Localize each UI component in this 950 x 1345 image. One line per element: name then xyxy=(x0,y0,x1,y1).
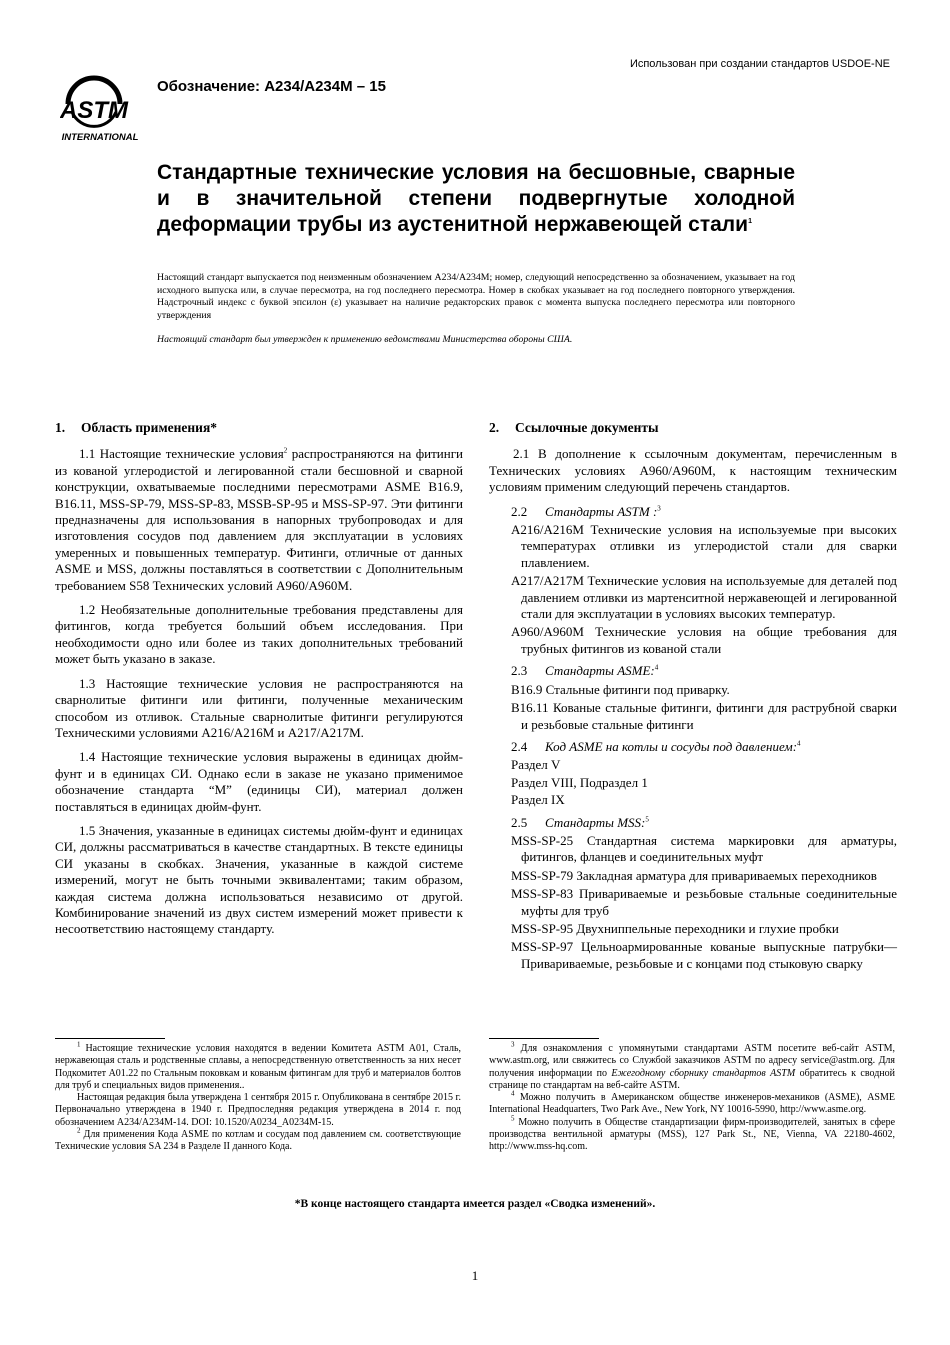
summary-of-changes-note: *В конце настоящего стандарта имеется раздел «Сводка изменений». xyxy=(294,1198,656,1210)
reference-item: B16.9 Стальные фитинги под приварку. xyxy=(511,681,730,697)
footnote-text: Для применения Кода ASME по котлам и сосудам под давлением см. соответствующие Технические условия SA 234 в Разделе II данного Кода. xyxy=(55,1129,462,1153)
subsection-number: 2.4 xyxy=(511,738,528,754)
subsection-boiler-code xyxy=(511,739,897,755)
section-number: 2. xyxy=(489,420,500,435)
approval-note: Настоящий стандарт был утвержден к применению ведомствами Министерства обороны США. xyxy=(157,334,573,345)
footnote-1-continued: Настоящая редакция была утверждена 1 сентября 2015 г. Опубликована в сентябре 2015 г. Первоначально утверждена в 1940 г. Предпоследняя редакция утверждена в 2014 г. под обозначением A234/A234M-14. DOI: 10.1520/A0234_A0234M-15. xyxy=(55,1092,461,1128)
section-1-heading xyxy=(55,420,463,436)
footnote-2 xyxy=(55,1126,462,1154)
paragraph-2-1: 2.1 В дополнение к ссылочным документам, перечисленным в Технических условиях A960/A960M, к настоящим техническим условиям применим следующий перечень стандартов. xyxy=(489,446,897,495)
intro-paragraph: Настоящий стандарт выпускается под неизменным обозначением A234/A234M; номер, следующий непосредственно за обозначением, указывает на год исходного выпуска или, в случае пересмотра, на год последнего пересмотра. Номер в скобках указывает на год последнего повторного утверждения. Надстрочный индекс с буквой эпсилон (ε) указывает на наличие редакторских правок с момента выпуска последнего пересмотра или повторного утверждения xyxy=(157,272,795,322)
footnote-number: 2 xyxy=(77,1126,81,1135)
footnote-number: 3 xyxy=(511,1040,515,1049)
reference-item: A960/A960M Технические условия на общие требования для трубных фитингов из кованой стали xyxy=(511,624,897,656)
paragraph-text: распространяются на фитинги из кованой углеродистой и легированной стали бесшовной и сварной конструкции, охватываемые последними пересмотрами ASME B16.9, B16.11, MSS-SP-79, MSS-SP-83, MSSB-SP-95 и MSS-SP-97. Эти фитинги предназначены для использования в напорных трубопроводах и для изготовления сосудов под давлением для эксплуатации в условиях умеренных и повышенных температур. Фитинги, отличные от данных ASME и MSS, должны поставляться в соответствии с Дополнительным требованием S58 Технических условий A960/A960M. xyxy=(55,446,463,593)
paragraph-1-1 xyxy=(55,446,463,594)
subsection-label: Стандарты ASME: xyxy=(545,663,655,679)
reference-item: A216/A216M Технические условия на используемые при высоких температурах отливки из углеродистой стали для сварки плавлением. xyxy=(511,522,897,570)
footnote-ref: 4 xyxy=(797,739,801,748)
reference-item: MSS-SP-95 Двухниппельные переходники и глухие пробки xyxy=(511,920,839,936)
paragraph-1-3: 1.3 Настоящие технические условия не распространяются на сварнолитые фитинги или фитинги, полученные механическим способом из отливок. Стальные сварнолитые фитинги регулируются Техническими условиями A216/A216M и A217/A217M. xyxy=(55,675,463,740)
designation: Обозначение: A234/A234M – 15 xyxy=(157,78,386,95)
reference-item: MSS-SP-25 Стандартная система маркировки для арматуры, фитингов, фланцев и соединительных муфт xyxy=(511,832,897,865)
subsection-mss xyxy=(511,815,897,831)
reference-item: MSS-SP-97 Цельноармированные кованые выпускные патрубки—Привариваемые, резьбовые и с концами под стыковую сварку xyxy=(511,939,897,971)
title-footnote-ref: 1 xyxy=(748,218,752,225)
right-column xyxy=(489,420,897,974)
footnote-5 xyxy=(489,1114,896,1154)
section-title: Область применения* xyxy=(81,420,218,435)
reference-item: MSS-SP-83 Привариваемые и резьбовые стальные соединительные муфты для труб xyxy=(511,886,897,918)
footnote-text: Для ознакомления с упомянутыми стандартами ASTM посетите веб-сайт ASTM, www.astm.org, или свяжитесь со Службой заказчиков ASTM по адресу service@astm.org. Для получения информации по xyxy=(489,1043,896,1079)
footnotes-right xyxy=(489,1040,896,1154)
footnote-text: Настоящие технические условия находятся в ведении Комитета ASTM A01, Сталь, нержавеющая сталь и родственные сплавы, а непосредственную ответственность за них несет Подкомитет A01.22 по Стальным поковкам и кованым фитингам для труб и материалов болтов для труб и специальных видов применения.. xyxy=(55,1043,462,1091)
reference-item: Раздел VIII, Подраздел 1 xyxy=(511,774,648,790)
footnote-divider xyxy=(489,1038,599,1039)
section-title: Ссылочные документы xyxy=(515,420,659,435)
subsection-label: Стандарты MSS: xyxy=(545,814,646,830)
footnote-1 xyxy=(55,1040,462,1092)
footnote-text: Можно получить в Обществе стандартизации фирм-производителей, занятых в сфере производства вентильной арматуры (MSS), 127 Park St., NE, Vienna, VA 22180-4602, http://www.mss-hq.com. xyxy=(489,1116,896,1153)
subsection-astm xyxy=(511,504,897,520)
reference-item: A217/A217M Технические условия на используемые для деталей под давлением отливки из мартенситной нержавеющей и легированной стали для эксплуатации в условиях высоких температур. xyxy=(511,573,897,622)
reference-item: MSS-SP-79 Закладная арматура для привариваемых переходников xyxy=(511,867,877,883)
page-number: 1 xyxy=(471,1268,479,1283)
footnote-number: 1 xyxy=(77,1040,81,1049)
paragraph-1-4: 1.4 Настоящие технические условия выражены в единицах дюйм-фунт и в единицах СИ. Однако если в заказе не указано применимое обозначение стандарта “M” (единицы СИ), материал должен поставляться в единицах дюйм-фунт. xyxy=(55,749,463,814)
section-number: 1. xyxy=(55,420,66,435)
subsection-number: 2.2 xyxy=(511,503,528,519)
usage-note: Использован при создании стандартов USDOE-NE xyxy=(629,58,890,70)
footnote-ref: 4 xyxy=(654,663,659,672)
astm-logo xyxy=(60,72,144,144)
paragraph-1-5: 1.5 Значения, указанные в единицах системы дюйм-фунт и единицах СИ, должны рассматриваться в качестве стандартных. В тексте единицы СИ указаны в скобках. Значения, указанные в каждой системе измерений, могут не быть точными эквивалентами; таким образом, каждая система должна использоваться независимо от другой. Комбинирование значений из двух систем измерений может привести к несоответствию настоящему стандарту. xyxy=(55,822,463,937)
footnote-3 xyxy=(489,1040,896,1092)
footnote-4 xyxy=(489,1089,895,1117)
reference-item: Раздел IX xyxy=(511,792,565,808)
footnotes-left xyxy=(55,1040,462,1154)
subsection-number: 2.5 xyxy=(511,814,528,830)
astm-logo-graphic xyxy=(60,72,144,144)
footnote-italic-text: Ежегодному сборнику стандартов ASTM xyxy=(611,1067,796,1079)
footnote-text: обратитесь к сводной странице по стандартам на веб-сайте ASTM. xyxy=(489,1067,895,1091)
paragraph-1-2: 1.2 Необязательные дополнительные требования представлены для фитингов, когда требуется больший объем исследования. При необходимости одно или более из таких дополнительных требований может быть указано в заказе. xyxy=(55,602,463,667)
reference-item: B16.11 Кованые стальные фитинги, фитинги для раструбной сварки и резьбовые стальные фитинги xyxy=(511,700,897,732)
reference-item: Раздел V xyxy=(511,757,561,773)
logo-text: ASTM xyxy=(60,97,128,124)
subsection-number: 2.3 xyxy=(511,663,528,679)
section-2-heading xyxy=(489,420,897,436)
logo-subtext: INTERNATIONAL xyxy=(61,132,139,143)
paragraph-text: 1.1 Настоящие технические условия xyxy=(79,446,284,462)
footnote-text: Можно получить в Американском обществе инженеров-механиков (ASME), ASME International Headquarters, Two Park Ave., New York, NY 10016-5990, http://www.asme.org. xyxy=(489,1092,895,1116)
document-title xyxy=(157,160,795,238)
subsection-asme xyxy=(511,663,897,679)
left-column xyxy=(55,420,463,946)
subsection-label: Стандарты ASTM : xyxy=(545,503,658,519)
footnote-ref: 2 xyxy=(283,447,288,456)
footnote-ref: 5 xyxy=(645,815,649,824)
footnote-number: 5 xyxy=(511,1114,515,1123)
title-text: Стандартные технические условия на бесшовные, сварные и в значительной степени подвергнутые холодной деформации трубы из аустенитной нержавеющей стали xyxy=(157,161,795,236)
footnote-divider xyxy=(55,1038,165,1039)
footnote-ref: 3 xyxy=(657,504,661,513)
subsection-label: Код ASME на котлы и сосуды под давлением: xyxy=(545,738,798,754)
footnote-number: 4 xyxy=(511,1089,515,1098)
